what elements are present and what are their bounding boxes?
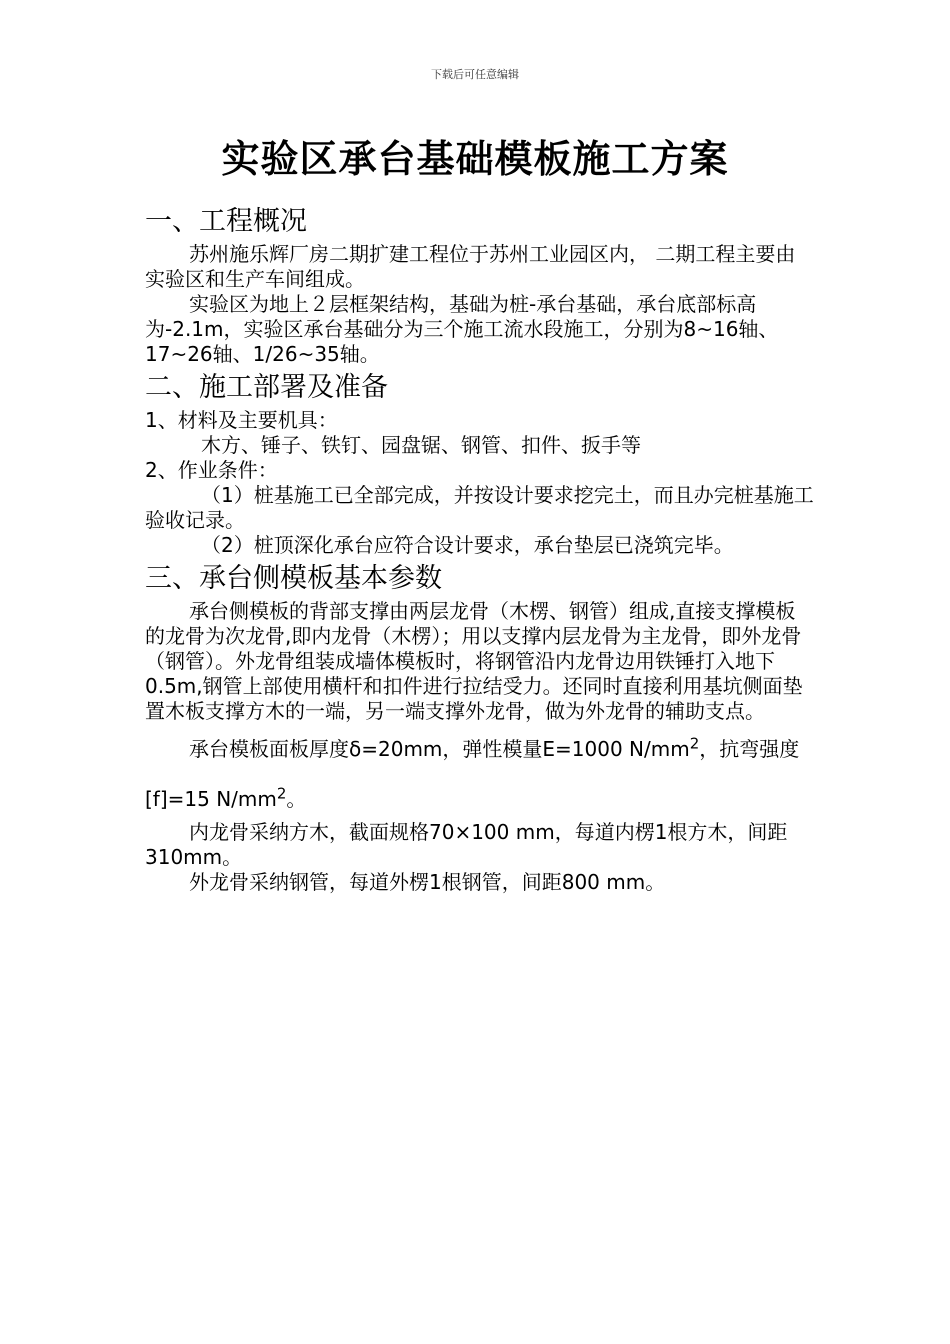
condition-1-text: （1）桩基施工已全部完成，并按设计要求挖完土，而且办完桩基施工验收记录。 xyxy=(145,483,814,532)
superscript-2b: 2 xyxy=(276,784,287,803)
conditions-label: 2、作业条件： xyxy=(145,458,278,482)
parameters-paragraph-3: 内龙骨采纳方木，截面规格70×100 mm，每道内楞1根方木，间距310mm。 xyxy=(145,820,788,869)
section-heading-parameters: 三、承台侧模板基本参数 xyxy=(145,563,442,594)
bending-strength-value: [f]=15 N/mm xyxy=(145,787,277,811)
bending-strength-label: ，抗弯强度 xyxy=(699,737,800,761)
document-body xyxy=(145,205,815,895)
overview-paragraph-2: 实验区为地上２层框架结构，基础为桩-承台基础，承台底部标高为-2.1m，实验区承台基础分为三个施工流水段施工，分别为8~16轴、17~26轴、1/26~35轴。 xyxy=(145,292,779,366)
overview-paragraph-1: 苏州施乐辉厂房二期扩建工程位于苏州工业园区内， 二期工程主要由实验区和生产车间组成。 xyxy=(145,242,796,291)
document-title: 实验区承台基础模板施工方案 xyxy=(221,137,729,181)
condition-2 xyxy=(145,533,815,558)
materials-label: 1、材料及主要机具： xyxy=(145,408,338,432)
parameters-paragraph-2-cont xyxy=(145,784,815,814)
condition-2-text: （2）桩顶深化承台应符合设计要求，承台垫层已浇筑完毕。 xyxy=(201,533,734,557)
parameters-paragraph-1: 承台侧模板的背部支撑由两层龙骨（木楞、钢管）组成,直接支撑模板的龙骨为次龙骨,即内龙骨（木楞）；用以支撑内层龙骨为主龙骨，即外龙骨（钢管）。外龙骨组装成墙体模板时，将钢管沿内龙骨边用铁锤打入地下0.5m,钢管上部使用横杆和扣件进行拉结受力。还同时直接利用基坑侧面垫置木板支撑方木的一端，另一端支撑外龙骨，做为外龙骨的辅助支点。 xyxy=(145,599,803,723)
section-heading-overview: 一、工程概况 xyxy=(145,206,307,237)
section-heading-preparation: 二、施工部署及准备 xyxy=(145,372,388,403)
header-note: 下载后可任意编辑 xyxy=(431,68,519,81)
period: 。 xyxy=(286,787,307,811)
parameters-paragraph-4: 外龙骨采纳钢管，每道外楞1根钢管，间距800 mm。 xyxy=(189,870,666,894)
parameters-paragraph-2 xyxy=(145,734,815,764)
panel-thickness-text: 承台模板面板厚度δ=20mm，弹性模量E=1000 N/mm xyxy=(189,737,690,761)
condition-1 xyxy=(145,483,815,533)
superscript-2: 2 xyxy=(689,734,700,753)
materials-list: 木方、锤子、铁钉、园盘锯、钢管、扣件、扳手等 xyxy=(201,433,641,457)
